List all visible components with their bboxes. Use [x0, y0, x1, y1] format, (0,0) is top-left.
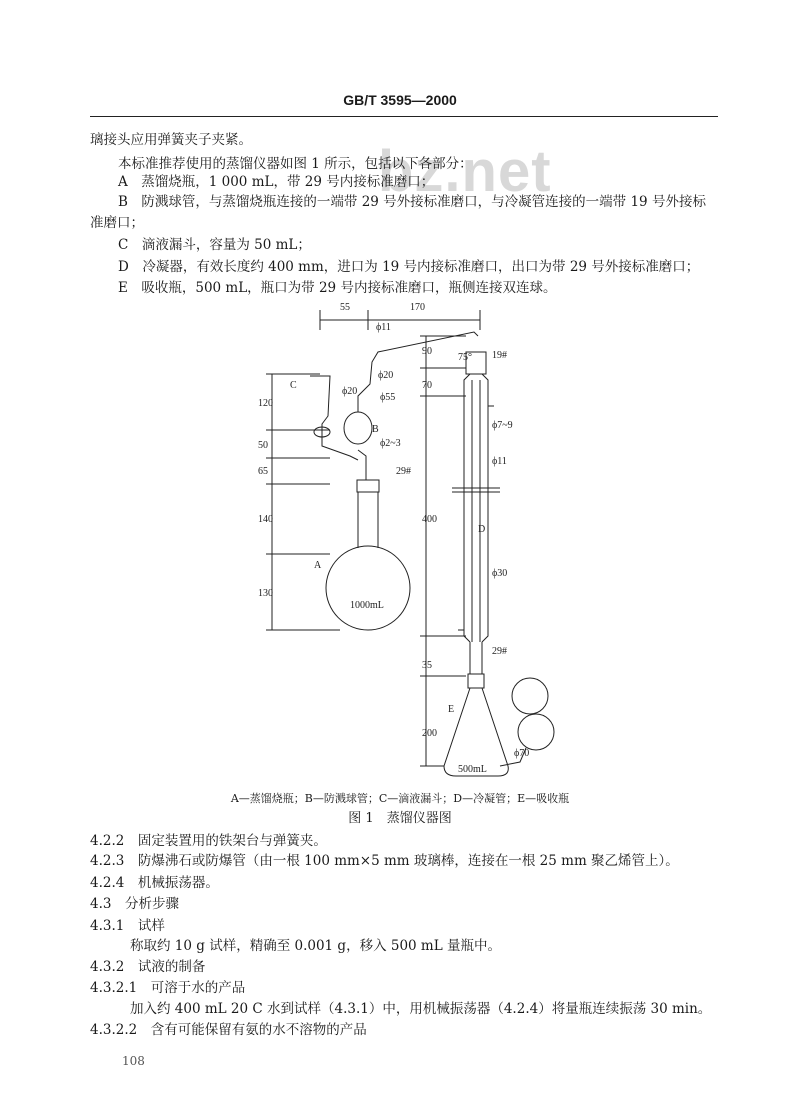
- section-line: 4.3 分析步骤: [90, 896, 179, 912]
- section-line: 4.3.2.1 可溶于水的产品: [90, 980, 246, 996]
- joint-29-a: 29#: [396, 466, 411, 477]
- dim-phi20-b: ϕ20: [378, 370, 394, 381]
- dim-v-35: 35: [422, 660, 432, 671]
- section-line: 加入约 400 mL 20 C 水到试样（4.3.1）中，用机械振荡器（4.2.4）将量瓶连续振荡 30 min。: [130, 1001, 712, 1017]
- joint-29-d: 29#: [492, 646, 507, 657]
- intro-line: D 冷凝器，有效长度约 400 mm，进口为 19 号内接标准磨口，出口为带 29 号外接标准磨口；: [118, 259, 700, 275]
- section-line: 4.3.1 试样: [90, 918, 165, 934]
- dim-v-70: 70: [422, 380, 432, 391]
- intro-line: B 防溅球管，与蒸馏烧瓶连接的一端带 29 号外接标准磨口，与冷凝管连接的一端带 19 号外接标: [118, 194, 706, 210]
- section-line: 4.2.4 机械振荡器。: [90, 875, 219, 891]
- flask-e-volume: 500mL: [458, 764, 487, 775]
- dim-v-140: 140: [258, 514, 273, 525]
- intro-line: 准磨口；: [90, 215, 144, 231]
- section-line: 4.2.2 固定装置用的铁架台与弹簧夹。: [90, 833, 327, 849]
- page-number: 108: [122, 1054, 145, 1068]
- dim-v-120: 120: [258, 398, 273, 409]
- dim-v-400: 400: [422, 514, 437, 525]
- section-line: 称取约 10 g 试样，精确至 0.001 g，移入 500 mL 量瓶中。: [130, 938, 501, 954]
- dim-angle-75: 75°: [458, 352, 472, 363]
- label-b: B: [372, 424, 379, 435]
- header-rule: [90, 116, 718, 117]
- label-e: E: [448, 704, 455, 715]
- label-a: A: [314, 560, 322, 571]
- dim-phi20-left: ϕ20: [342, 386, 358, 397]
- dim-v-90: 90: [422, 346, 432, 357]
- dim-phi11-d: ϕ11: [492, 456, 507, 467]
- dim-phi30: ϕ30: [492, 568, 508, 579]
- figure-title: 图 1 蒸馏仪器图: [348, 811, 452, 826]
- joint-19: 19#: [492, 350, 507, 361]
- dim-v-50: 50: [258, 440, 268, 451]
- dim-phi70: ϕ70: [514, 748, 530, 759]
- dim-phi2-3: ϕ2~3: [380, 438, 401, 449]
- dim-v-200: 200: [422, 728, 437, 739]
- dim-v-130: 130: [258, 588, 273, 599]
- intro-line: A 蒸馏烧瓶，1 000 mL，带 29 号内接标准磨口；: [118, 174, 435, 190]
- dim-phi7-9: ϕ7~9: [492, 420, 513, 431]
- distillation-apparatus-figure: [230, 296, 630, 796]
- dim-phi55: ϕ55: [380, 392, 396, 403]
- dim-v-65: 65: [258, 466, 268, 477]
- dim-phi11-top: ϕ11: [376, 322, 391, 333]
- intro-line: C 滴液漏斗，容量为 50 mL；: [118, 237, 311, 253]
- flask-a-volume: 1000mL: [350, 600, 384, 611]
- page-header: GB/T 3595—2000: [343, 92, 457, 108]
- dim-55: 55: [340, 302, 350, 313]
- intro-line: 璃接头应用弹簧夹子夹紧。: [90, 132, 252, 148]
- section-line: 4.3.2 试液的制备: [90, 959, 206, 975]
- label-c: C: [290, 380, 297, 391]
- section-line: 4.2.3 防爆沸石或防爆管（由一根 100 mm×5 mm 玻璃棒，连接在一根 25 mm 聚乙烯管上）。: [90, 853, 679, 869]
- figure-legend: A—蒸馏烧瓶；B—防溅球管；C—滴液漏斗；D—冷凝管；E—吸收瓶: [230, 792, 570, 805]
- section-line: 4.3.2.2 含有可能保留有氨的水不溶物的产品: [90, 1022, 367, 1038]
- dim-170: 170: [410, 302, 425, 313]
- intro-line: 本标准推荐使用的蒸馏仪器如图 1 所示，包括以下各部分：: [118, 156, 473, 172]
- intro-line: E 吸收瓶，500 mL，瓶口为带 29 号内接标准磨口，瓶侧连接双连球。: [118, 280, 557, 296]
- label-d: D: [478, 524, 486, 535]
- watermark: bz.net: [378, 139, 552, 204]
